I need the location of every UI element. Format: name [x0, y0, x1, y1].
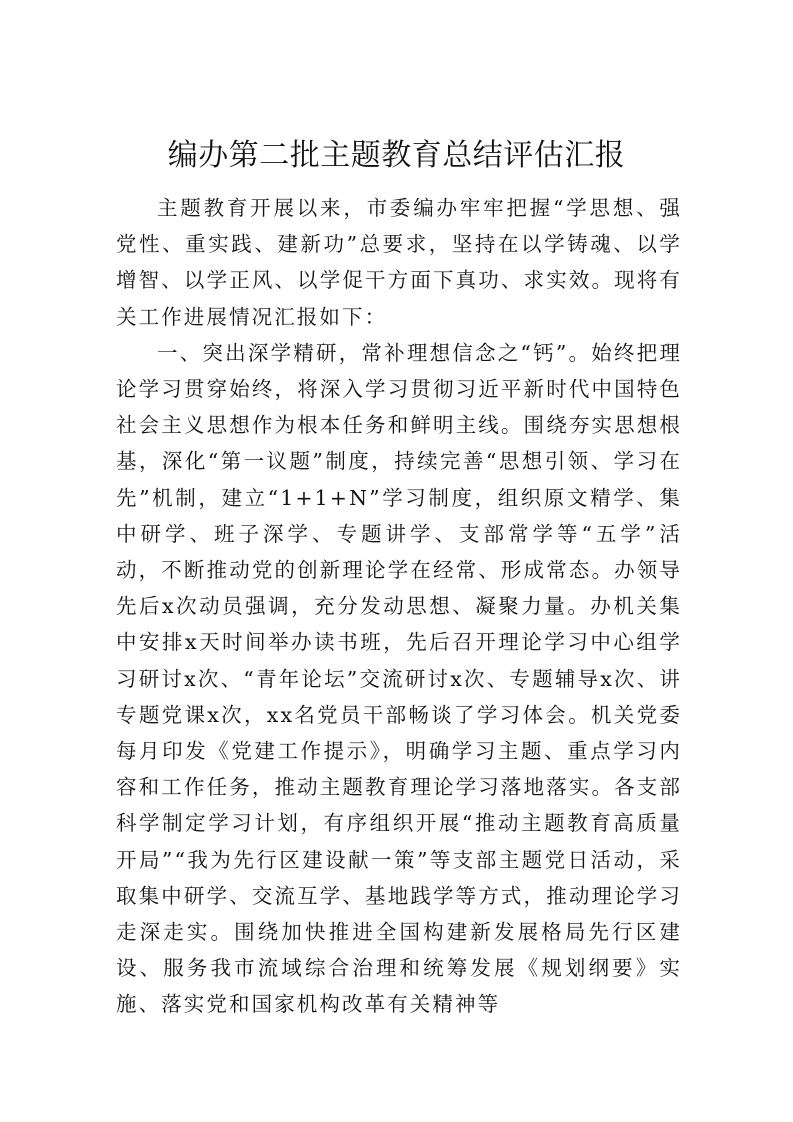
section-one-paragraph: 一、突出深学精研，常补理想信念之“钙”。始终把理论学习贯穿始终，将深入学习贯彻习近平新时代中国特色社会主义思想作为根本任务和鲜明主线。围绕夯实思想根基，深化“第一议题”制度，持续完善“思想引领、学习在先”机制，建立“1+1+N”学习制度，组织原文精学、集中研学、班子深学、专题讲学、支部常学等“五学”活动，不断推动党的创新理论学在经常、形成常态。办领导先后x次动员强调，充分发动思想、凝聚力量。办机关集中安排x天时间举办读书班，先后召开理论学习中心组学习研讨x次、“青年论坛”交流研讨x次、专题辅导x次、讲专题党课x次，xx名党员干部畅谈了学习体会。机关党委每月印发《党建工作提示》，明确学习主题、重点学习内容和工作任务，推动主题教育理论学习落地落实。各支部科学制定学习计划，有序组织开展“推动主题教育高质量开局”“我为先行区建设献一策”等支部主题党日活动，采取集中研学、交流互学、基地践学等方式，推动理论学习走深走实。围绕加快推进全国构建新发展格局先行区建设、服务我市流域综合治理和统筹发展《规划纲要》实施、落实党和国家机构改革有关精神等	[116, 340, 682, 1017]
intro-paragraph: 主题教育开展以来，市委编办牢牢把握“学思想、强党性、重实践、建新功”总要求，坚持在以学铸魂、以学增智、以学正风、以学促干方面下真功、求实效。现将有关工作进展情况汇报如下：	[116, 196, 682, 329]
document-body	[116, 190, 682, 1023]
document-title: 编办第二批主题教育总结评估汇报	[167, 138, 626, 173]
